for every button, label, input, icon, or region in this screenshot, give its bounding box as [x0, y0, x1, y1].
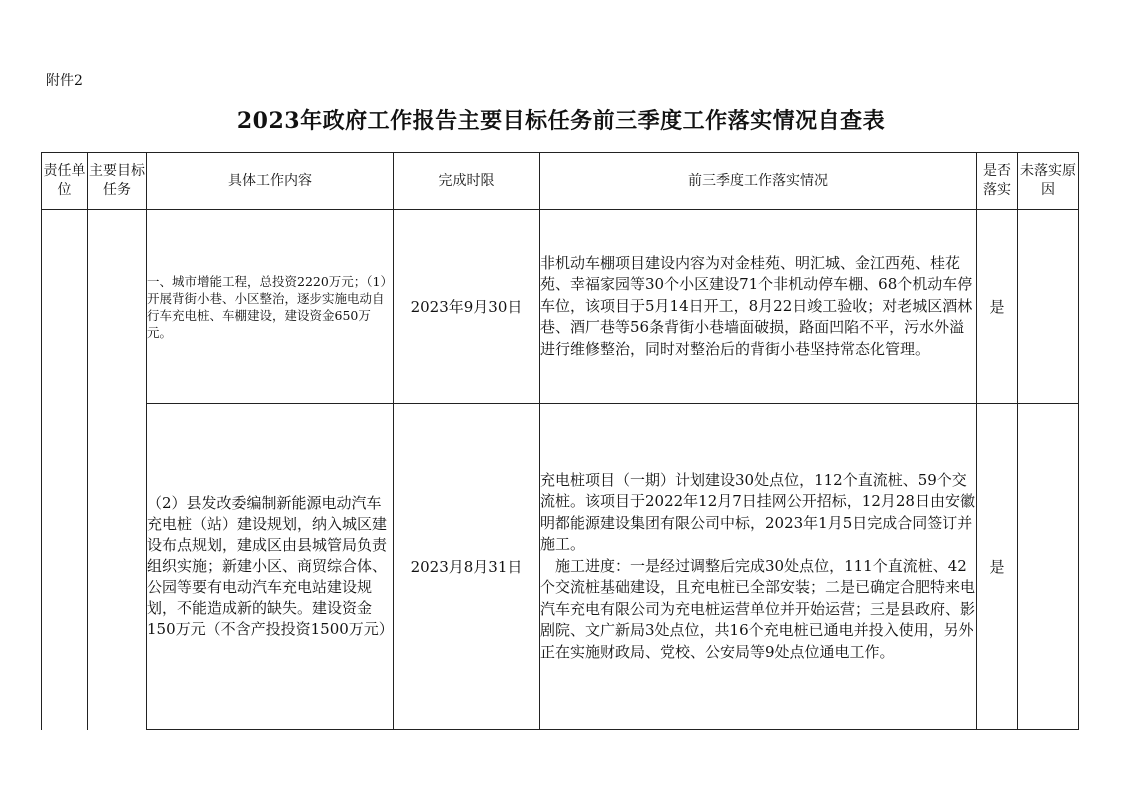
- situation-paragraph: 施工进度：一是经过调整后完成30处点位，111个直流桩、42个交流桩基础建设，且充电桩已全部安装；二是已确定合肥特来电汽车充电有限公司为充电桩运营单位并开始运营；三是县政府、影剧院、文广新局3处点位，共16个充电桩已通电并投入使用，另外正在实施财政局、党校、公安局等9处点位通电工作。: [540, 556, 976, 661]
- situation-cell: [540, 404, 977, 730]
- situation-paragraph: 非机动车棚项目建设内容为对金桂苑、明汇城、金江西苑、桂花苑、幸福家园等30个小区建设71个非机动停车棚、68个机动车停车位，该项目于5月14日开工，8月22日竣工验收；对老城区酒林巷、酒厂巷等56条背街小巷墙面破损，路面凹陷不平，污水外溢进行维修整治，同时对整治后的背街小巷坚持常态化管理。: [540, 253, 973, 358]
- deadline-cell: 2023月8月31日: [394, 404, 540, 730]
- header-situation: 前三季度工作落实情况: [540, 153, 977, 210]
- self-check-table: [41, 152, 1079, 730]
- reason-cell: [1018, 404, 1079, 730]
- content-cell: 一、城市增能工程，总投资2220万元；（1）开展背街小巷、小区整治，逐步实施电动自行车充电桩、车棚建设，建设资金650万元。: [147, 210, 394, 404]
- unit-cell: [42, 210, 88, 730]
- deadline-cell: 2023年9月30日: [394, 210, 540, 404]
- reason-cell: [1018, 210, 1079, 404]
- table-row: [42, 210, 1079, 404]
- table-row: [42, 404, 1079, 730]
- page-title: 2023年政府工作报告主要目标任务前三季度工作落实情况自查表: [236, 108, 886, 134]
- header-deadline: 完成时限: [394, 153, 540, 210]
- header-unit: 责任单位: [42, 153, 88, 210]
- header-implemented: 是否落实: [977, 153, 1018, 210]
- situation-paragraph: 充电桩项目（一期）计划建设30处点位，112个直流桩、59个交流桩。该项目于2022年12月7日挂网公开招标，12月28日由安徽明都能源建设集团有限公司中标，2023年1月5日完成合同签订并施工。: [540, 470, 975, 554]
- header-content: 具体工作内容: [147, 153, 394, 210]
- header-row: [42, 153, 1079, 210]
- implemented-cell: 是: [977, 404, 1018, 730]
- header-task: 主要目标任务: [88, 153, 147, 210]
- attachment-label: 附件2: [46, 73, 83, 89]
- header-reason: 未落实原因: [1018, 153, 1079, 210]
- content-cell: （2）县发改委编制新能源电动汽车充电桩（站）建设规划，纳入城区建设布点规划，建成区由县城管局负责组织实施；新建小区、商贸综合体、公园等要有电动汽车充电站建设规划，不能造成新的缺失。建设资金150万元（不含产投投资1500万元）: [147, 404, 394, 730]
- situation-cell: [540, 210, 977, 404]
- implemented-cell: 是: [977, 210, 1018, 404]
- task-cell: [88, 210, 147, 730]
